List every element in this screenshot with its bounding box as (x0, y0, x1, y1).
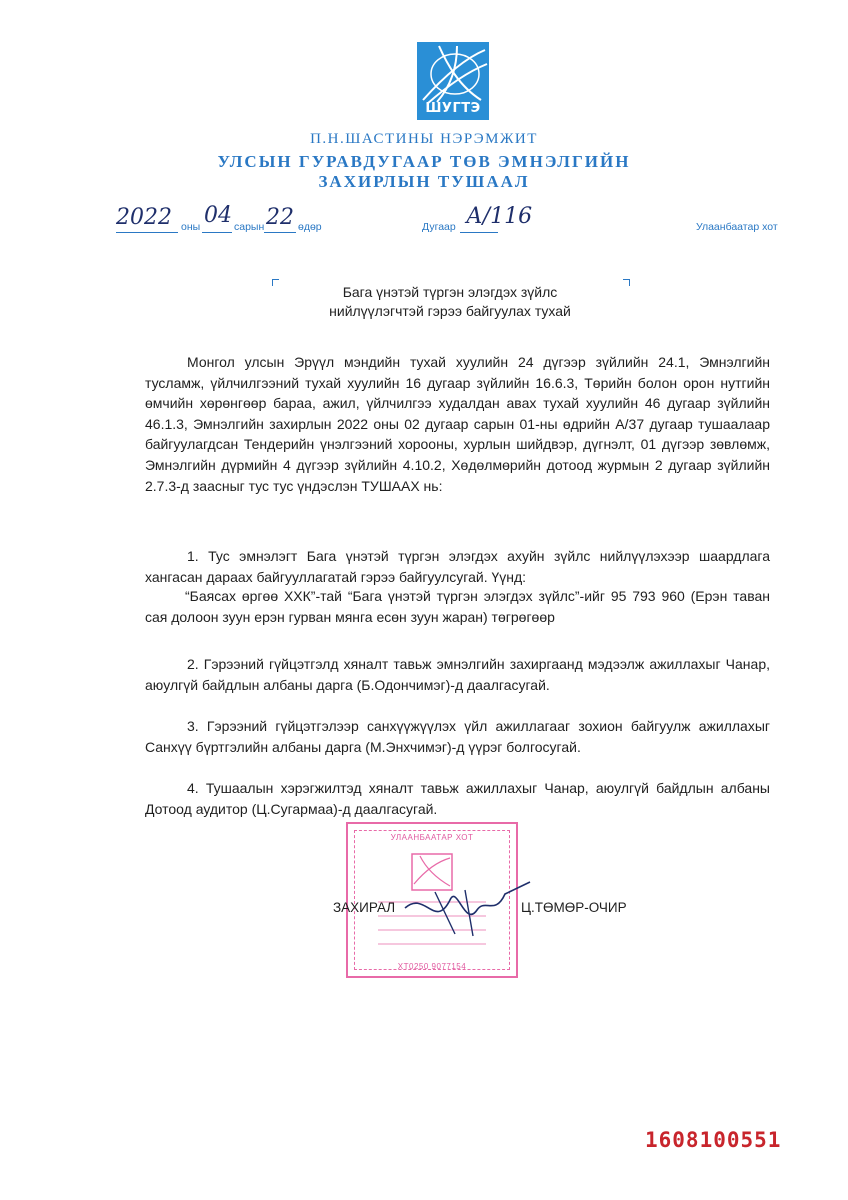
hospital-logo (417, 42, 489, 120)
handwritten-signature (395, 870, 535, 940)
handwritten-order-number: А/116 (466, 204, 533, 229)
subject-title (280, 283, 620, 321)
city-label: Улаанбаатар хот (696, 221, 778, 233)
signatory-title: ЗАХИРАЛ (333, 900, 396, 915)
order-item-2 (145, 654, 770, 695)
preamble-paragraph (145, 352, 770, 496)
header-line-1: П.Н.ШАСТИНЫ НЭРЭМЖИТ (310, 131, 538, 147)
year-label: оны (181, 221, 201, 233)
order-item-1-detail-text: “Баясах өргөө ХХК”-тай “Бага үнэтэй түргэн элэгдэх зүйлс”-ийг 95 793 960 (Ерэн таван сая долоон зуун ерэн гурван мянга есөн зуун жаран) төгрөгөөр (145, 588, 770, 625)
month-underline (202, 232, 232, 233)
order-item-1 (145, 546, 770, 587)
order-item-1-detail (145, 586, 770, 627)
number-label: Дугаар (422, 221, 456, 233)
day-label: өдөр (298, 221, 322, 233)
header-line-3: ЗАХИРЛЫН ТУШААЛ (318, 172, 530, 191)
subject-line-2: нийлүүлэгчтэй гэрээ байгуулах тухай (329, 303, 571, 319)
logo-text: ШУГТЭ (425, 101, 481, 116)
preamble-text: Монгол улсын Эрүүл мэндийн тухай хуулийн 24 дүгээр зүйлийн 24.1, Эмнэлгийн тусламж, үйлчилгээний тухай хуулийн 16 дугаар зүйлийн 16.6.3, Төрийн болон орон нутгийн өмчийн хөрөнгөөр бараа, ажил, үйлчилгээ худалдан авах тухай хуулийн 46 дугаар зүйлийн 46.1.3, Эмнэлгийн захирлын 2022 оны 02 дугаар сарын 01-ны өдрийн А/37 дугаар тушаалаар байгуулагдсан Тендерийн үнэлгээний хорооны, хурлын шийдвэр, дүгнэлт, 01 дүгээр зөвлөмж, Эмнэлгийн дүрмийн 4 дүгээр зүйлийн 4.10.2, Хөдөлмөрийн дотоод журмын 2 дугаар зүйлийн 2.7.3-д заасныг тус тус үндэслэн ТУШААХ нь: (145, 354, 770, 494)
month-label: сарын (234, 221, 265, 233)
order-item-1-text: 1. Тус эмнэлэгт Бага үнэтэй түргэн элэгдэх ахуйн зүйлс нийлүүлэхээр шаардлага хангасан дараах байгууллагатай гэрээ байгуулсугай. Үүнд: (145, 548, 770, 585)
order-item-4-text: 4. Тушаалын хэрэгжилтэд хяналт тавьж ажиллахыг Чанар, аюулгүй байдлын албаны Дотоод аудитор (Ц.Сугармаа)-д даалгасугай. (145, 780, 770, 817)
signatory-name: Ц.ТӨМӨР-ОЧИР (521, 900, 627, 915)
order-item-4 (145, 778, 770, 819)
order-item-3 (145, 716, 770, 757)
day-underline (264, 232, 296, 233)
stamp-top-text: УЛААНБААТАР ХОТ (390, 833, 474, 842)
header-line-2: УЛСЫН ГУРАВДУГААР ТӨВ ЭМНЭЛГИЙН (217, 152, 631, 171)
order-item-2-text: 2. Гэрээний гүйцэтгэлд хяналт тавьж эмнэлгийн захиргаанд мэдээлж ажиллахыг Чанар, аюулгүй байдлын албаны дарга (Б.Одончимэг)-д даалгасугай. (145, 656, 770, 693)
stamp-bottom-text: ХТ0250 9077154 (397, 962, 467, 971)
order-item-3-text: 3. Гэрээний гүйцэтгэлээр санхүүжүүлэх үйл ажиллагааг зохион байгуулж ажиллахыг Санхүү бүртгэлийн албаны дарга (М.Энхчимэг)-д үүрэг болгосугай. (145, 718, 770, 755)
subject-corner-left (272, 279, 279, 286)
handwritten-year: 2022 (116, 205, 172, 230)
document-serial-number: 1608100551 (645, 1128, 782, 1152)
subject-line-1: Бага үнэтэй түргэн элэгдэх зүйлс (342, 284, 558, 300)
year-underline (116, 232, 178, 233)
handwritten-day: 22 (266, 205, 294, 230)
subject-corner-right (623, 279, 630, 286)
number-underline (460, 232, 498, 233)
handwritten-month: 04 (204, 203, 232, 228)
